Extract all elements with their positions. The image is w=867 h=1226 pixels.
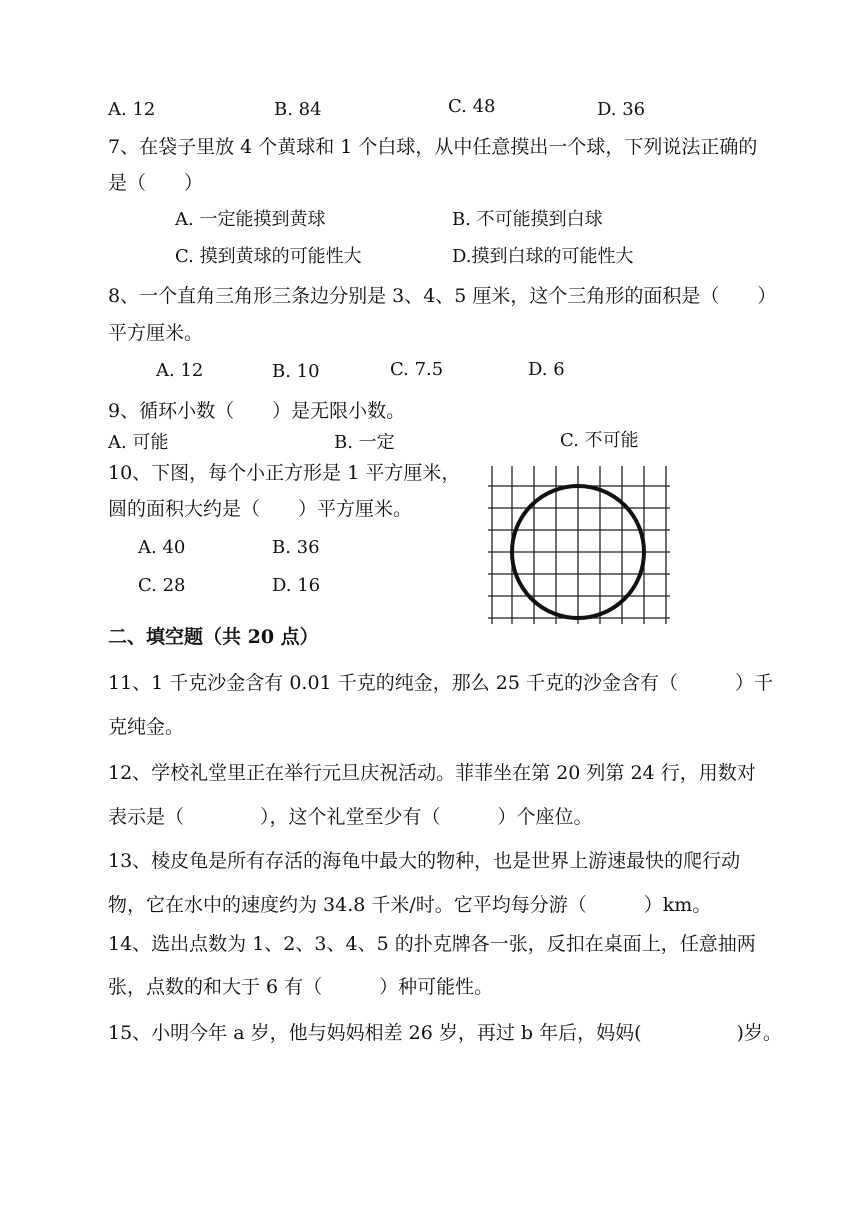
- q6-option-b: B. 84: [274, 99, 322, 120]
- q12-line2: 表示是（ ），这个礼堂至少有（ ）个座位。: [108, 806, 593, 828]
- q7-option-c: C. 摸到黄球的可能性大: [175, 246, 362, 267]
- q14-line1: 14、选出点数为 1、2、3、4、5 的扑克牌各一张，反扣在桌面上，任意抽两: [108, 933, 756, 955]
- q14-line2: 张，点数的和大于 6 有（ ）种可能性。: [108, 976, 494, 998]
- grid-circle-figure: [488, 466, 672, 626]
- q9-option-c: C. 不可能: [560, 430, 639, 451]
- q15-line1: 15、小明今年 a 岁，他与妈妈相差 26 岁，再过 b 年后，妈妈( )岁。: [108, 1022, 782, 1044]
- q7-stem-line1: 7、在袋子里放 4 个黄球和 1 个白球，从中任意摸出一个球，下列说法正确的: [108, 136, 758, 158]
- q11-line2: 克纯金。: [108, 716, 185, 738]
- q9-option-b: B. 一定: [334, 432, 395, 453]
- q7-option-d: D.摸到白球的可能性大: [452, 246, 634, 267]
- q10-option-c: C. 28: [138, 575, 186, 596]
- grid-circle-svg: [488, 466, 672, 626]
- q10-option-a: A. 40: [138, 537, 186, 558]
- q9-option-a: A. 可能: [108, 432, 169, 453]
- q10-stem-line2: 圆的面积大约是（ ）平方厘米。: [108, 498, 413, 520]
- q8-option-d: D. 6: [528, 359, 565, 380]
- q11-line1: 11、1 千克沙金含有 0.01 千克的纯金，那么 25 千克的沙金含有（ ）千: [108, 672, 773, 694]
- q10-option-b: B. 36: [272, 537, 320, 558]
- q8-option-b: B. 10: [272, 361, 320, 382]
- q6-option-a: A. 12: [108, 99, 156, 120]
- q10-stem-line1: 10、下图，每个小正方形是 1 平方厘米，: [108, 462, 461, 484]
- q12-line1: 12、学校礼堂里正在举行元旦庆祝活动。菲菲坐在第 20 列第 24 行，用数对: [108, 762, 756, 784]
- q6-option-d: D. 36: [597, 99, 646, 120]
- q8-stem-line2: 平方厘米。: [108, 322, 204, 344]
- q7-option-b: B. 不可能摸到白球: [452, 209, 603, 230]
- q10-option-d: D. 16: [272, 575, 321, 596]
- q8-option-a: A. 12: [156, 360, 204, 381]
- q7-stem-line2: 是（ ）: [108, 172, 204, 194]
- q9-stem: 9、循环小数（ ）是无限小数。: [108, 400, 406, 422]
- q13-line1: 13、棱皮龟是所有存活的海龟中最大的物种，也是世界上游速最快的爬行动: [108, 850, 741, 872]
- q8-stem-line1: 8、一个直角三角形三条边分别是 3、4、5 厘米，这个三角形的面积是（ ）: [108, 285, 777, 307]
- q13-line2: 物，它在水中的速度约为 34.8 千米/时。它平均每分游（ ）km。: [108, 894, 712, 916]
- q7-option-a: A. 一定能摸到黄球: [175, 209, 326, 230]
- q8-option-c: C. 7.5: [390, 359, 444, 380]
- section2-title: 二、填空题（共 20 点）: [108, 626, 319, 648]
- q6-option-c: C. 48: [448, 96, 496, 117]
